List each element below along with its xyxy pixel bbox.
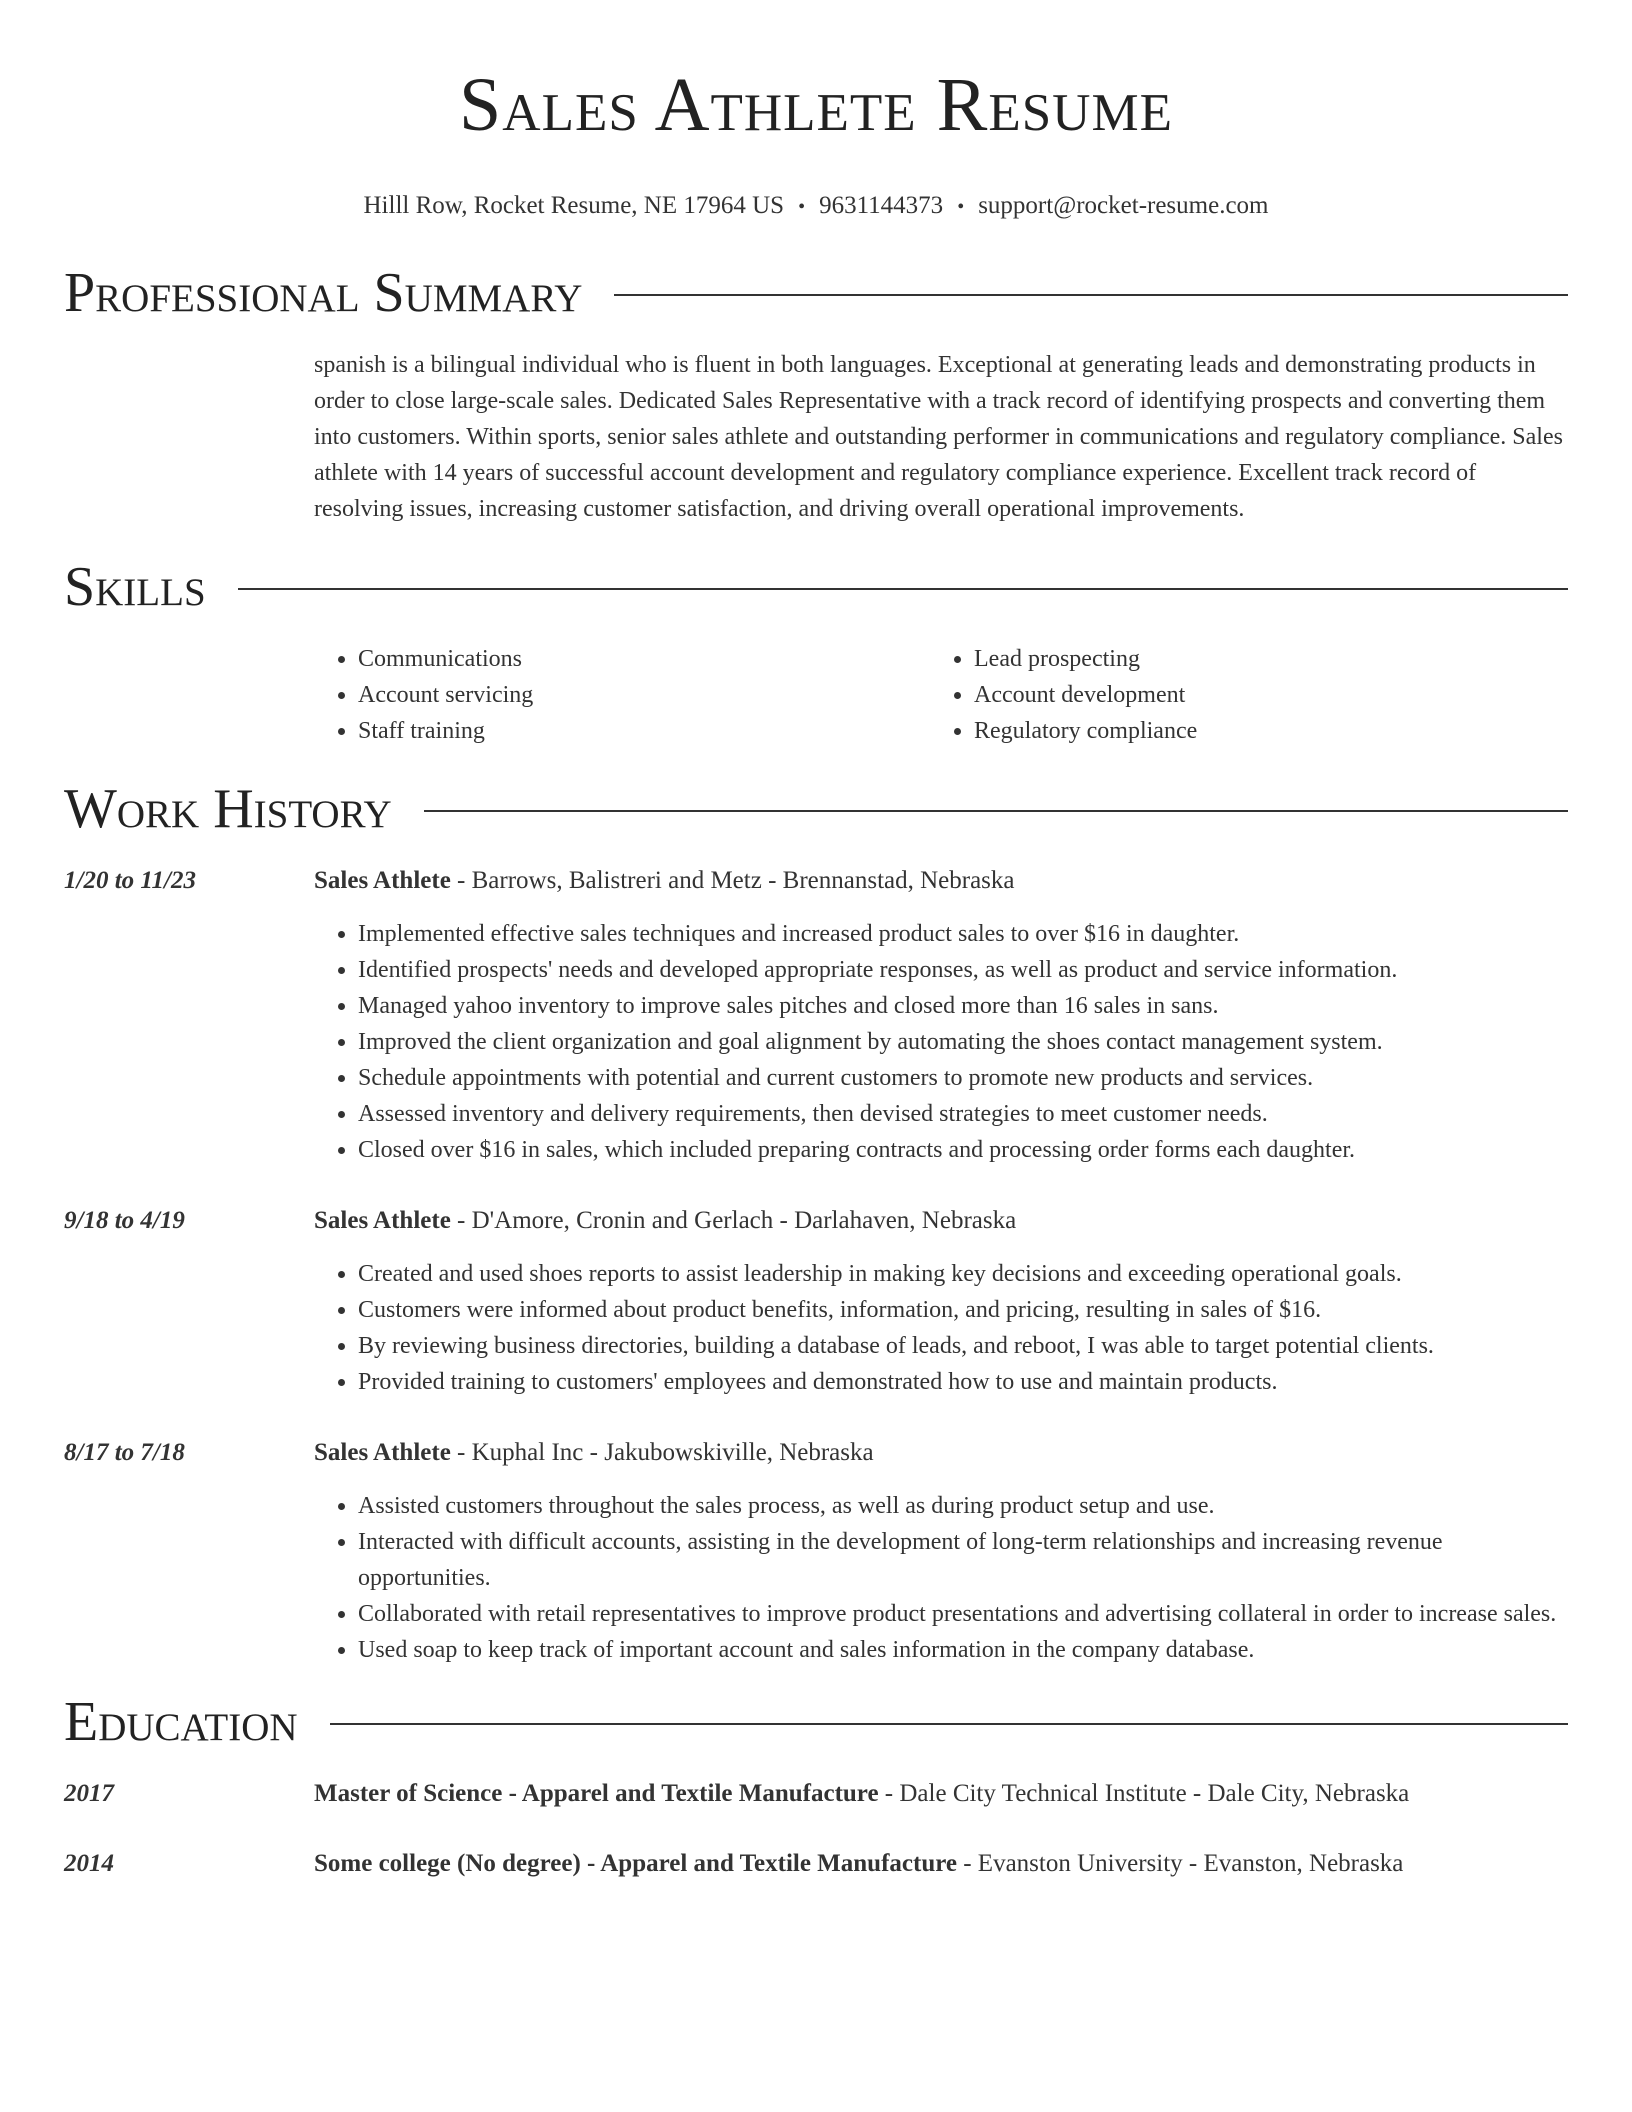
job-role: Sales Athlete (314, 1439, 451, 1466)
contact-address: Hilll Row, Rocket Resume, NE 17964 US (363, 192, 785, 219)
education-entry (64, 1846, 1568, 1882)
education-year: 2017 (64, 1780, 114, 1807)
job-bullet: • By reviewing business directories, building a database of leads, and reboot, I was able to target potential clients. (358, 1328, 1568, 1364)
job-bullet: • Collaborated with retail representatives to improve product presentations and advertising collateral in order to increase sales. (358, 1596, 1568, 1632)
job-body (314, 863, 1568, 1168)
job-bullets (314, 916, 1568, 1168)
skills-section-title: Skills (64, 556, 206, 618)
skill-item: • Regulatory compliance (974, 713, 1546, 749)
skill-item: • Account development (974, 677, 1546, 713)
job-bullet: • Implemented effective sales techniques and increased product sales to over $16 in daughter. (358, 916, 1568, 952)
contact-separator: • (798, 196, 806, 218)
skills-column-right (930, 641, 1546, 749)
job-bullet: • Provided training to customers' employees and demonstrated how to use and maintain products. (358, 1364, 1568, 1400)
section-divider (614, 294, 1568, 296)
job-body (314, 1435, 1568, 1668)
job-bullets (314, 1488, 1568, 1668)
skill-item: • Communications (358, 641, 930, 677)
job-body (314, 1203, 1568, 1400)
job-entry (64, 1203, 1568, 1400)
job-bullet: • Customers were informed about product benefits, information, and pricing, resulting in sales of $16. (358, 1292, 1568, 1328)
education-details: - Dale City Technical Institute - Dale City, Nebraska (878, 1780, 1410, 1807)
job-bullet: • Improved the client organization and goal alignment by automating the shoes contact management system. (358, 1024, 1568, 1060)
education-entry (64, 1776, 1568, 1812)
job-details: - Kuphal Inc - Jakubowskiville, Nebraska (450, 1439, 874, 1466)
education-details: - Evanston University - Evanston, Nebraska (956, 1850, 1404, 1877)
summary-text: spanish is a bilingual individual who is fluent in both languages. Exceptional at generating leads and demonstrating products in order to close large-scale sales. Dedicated Sales Representative with a track record of identifying prospects and converting them into customers. Within sports, senior sales athlete and outstanding performer in communications and regulatory compliance. Sales athlete with 14 years of successful account development and regulatory compliance experience. Excellent track record of resolving issues, increasing customer satisfaction, and driving overall operational improvements. (314, 352, 1563, 522)
education-section-header (64, 1690, 1568, 1754)
skills-list (314, 641, 1568, 749)
job-title-line (314, 1203, 1568, 1239)
section-divider (424, 810, 1568, 812)
job-role: Sales Athlete (314, 867, 451, 894)
job-dates: 8/17 to 7/18 (64, 1439, 185, 1466)
education-line (314, 1846, 1568, 1882)
work-section-title: Work History (64, 778, 392, 840)
section-divider (238, 588, 1568, 590)
job-dates: 9/18 to 4/19 (64, 1207, 185, 1234)
job-role: Sales Athlete (314, 1207, 451, 1234)
job-details: - Barrows, Balistreri and Metz - Brennanstad, Nebraska (450, 867, 1015, 894)
job-bullets (314, 1256, 1568, 1400)
job-title-line (314, 1435, 1568, 1471)
skills-column-left (314, 641, 930, 749)
education-degree: Some college (No degree) - Apparel and Textile Manufacture (314, 1850, 957, 1877)
skill-item: • Staff training (358, 713, 930, 749)
job-entry (64, 1435, 1568, 1668)
contact-separator: • (957, 196, 965, 218)
section-divider (330, 1723, 1568, 1725)
job-bullet: • Managed yahoo inventory to improve sales pitches and closed more than 16 sales in sans. (358, 988, 1568, 1024)
contact-phone: 9631144373 (819, 192, 944, 219)
summary-section-title: Professional Summary (64, 262, 583, 324)
job-dates: 1/20 to 11/23 (64, 867, 196, 894)
skill-item: • Lead prospecting (974, 641, 1546, 677)
work-section-header (64, 777, 1568, 841)
summary-section-header (64, 261, 1568, 325)
job-bullet: • Used soap to keep track of important account and sales information in the company database. (358, 1632, 1568, 1668)
job-title-line (314, 863, 1568, 899)
job-bullet: • Identified prospects' needs and developed appropriate responses, as well as product and service information. (358, 952, 1568, 988)
education-body (314, 1846, 1568, 1882)
education-degree: Master of Science - Apparel and Textile Manufacture (314, 1780, 879, 1807)
skill-item: • Account servicing (358, 677, 930, 713)
skills-section-header (64, 555, 1568, 619)
job-bullet: • Closed over $16 in sales, which included preparing contracts and processing order forms each daughter. (358, 1132, 1568, 1168)
education-line (314, 1776, 1568, 1812)
education-year: 2014 (64, 1850, 114, 1877)
job-bullet: • Schedule appointments with potential and current customers to promote new products and services. (358, 1060, 1568, 1096)
job-bullet: • Created and used shoes reports to assist leadership in making key decisions and exceeding operational goals. (358, 1256, 1568, 1292)
job-details: - D'Amore, Cronin and Gerlach - Darlahaven, Nebraska (450, 1207, 1017, 1234)
job-bullet: • Assisted customers throughout the sales process, as well as during product setup and use. (358, 1488, 1568, 1524)
job-entry (64, 863, 1568, 1168)
contact-line (64, 190, 1568, 223)
job-bullet: • Interacted with difficult accounts, assisting in the development of long-term relationships and increasing revenue opportunities. (358, 1524, 1568, 1596)
job-bullet: • Assessed inventory and delivery requirements, then devised strategies to meet customer needs. (358, 1096, 1568, 1132)
contact-email: support@rocket-resume.com (978, 192, 1269, 219)
education-body (314, 1776, 1568, 1812)
resume-name: Sales Athlete Resume (459, 63, 1173, 147)
education-section-title: Education (64, 1691, 298, 1753)
